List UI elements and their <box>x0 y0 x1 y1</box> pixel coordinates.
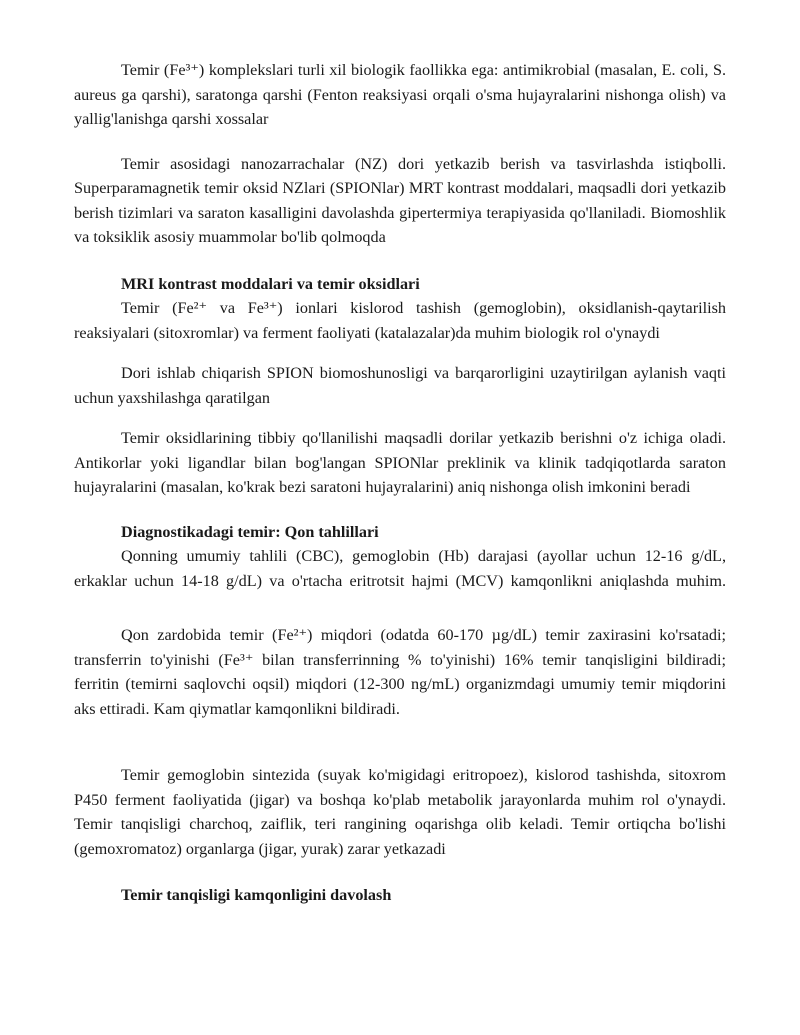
heading-anemia-treatment: Temir tanqisligi kamqonligini davolash <box>121 886 392 904</box>
paragraph-iron-ions: Temir (Fe²⁺ va Fe³⁺) ionlari kislorod tashish (gemoglobin), oksidlanish-qaytarilish reaksiyalari (sitoxromlar) va ferment faoliyati (katalazalar)da muhim biologik rol o'ynaydi <box>74 299 726 342</box>
paragraph-iron-role: Temir gemoglobin sintezida (suyak ko'migidagi eritropoez), kislorod tashishda, sitoxrom P450 ferment faoliyatida (jigar) va boshqa ko'plab metabolik jarayonlarda muhim rol o'ynaydi. Temir tanqisligi charchoq, zaiflik, teri rangining oqarishga olib keladi. Temir ortiqcha bo'lishi (gemoxromatoz) organlarga (jigar, yurak) zarar yetkazadi <box>74 766 726 858</box>
heading-mri-contrast: MRI kontrast moddalari va temir oksidlari <box>121 274 420 293</box>
paragraph-spion-production: Dori ishlab chiqarish SPION biomoshunosligi va barqarorligini uzaytirilgan aylanish vaqti uchun yaxshilashga qaratilgan <box>74 364 726 407</box>
paragraph-iron-nanoparticles: Temir asosidagi nanozarrachalar (NZ) dori yetkazib berish va tasvirlashda istiqbolli. Superparamagnetik temir oksid NZlari (SPIONlar) MRT kontrast moddalari, maqsadli dori yetkazib berish tizimlari va saraton kasalligini davolashda gipertermiya terapiyasida qo'llaniladi. Biomoshlik va toksiklik asosiy muammolar bo'lib qolmoqda <box>74 154 726 246</box>
paragraph-iron-oxides-medical: Temir oksidlarining tibbiy qo'llanilishi maqsadli dorilar yetkazib berishni o'z ichiga oladi. Antikorlar yoki ligandlar bilan bog'langan SPIONlar preklinik va klinik tadqiqotlarda saraton hujayralarini (masalan, ko'krak bezi saratoni hujayralarini) aniq nishonga olish imkonini beradi <box>74 429 726 496</box>
paragraph-serum-iron: Qon zardobida temir (Fe²⁺) miqdori (odatda 60-170 µg/dL) temir zaxirasini ko'rsatadi; transferrin to'yinishi (Fe³⁺ bilan transferrinning % to'yinishi) 16% temir tanqisligini bildiradi; ferritin (temirni saqlovchi oqsil) miqdori (12-300 ng/mL) organizmdagi umumiy temir miqdorini aks ettiradi. Kam qiymatlar kamqonlikni bildiradi. <box>74 626 726 718</box>
document-page <box>74 58 726 908</box>
paragraph-cbc: Qonning umumiy tahlili (CBC), gemoglobin (Hb) darajasi (ayollar uchun 12-16 g/dL, erkaklar uchun 14-18 g/dL) va o'rtacha eritrotsit hajmi (MCV) kamqonlikni aniqlashda muhim. <box>74 547 726 590</box>
paragraph-iron-complexes: Temir (Fe³⁺) komplekslari turli xil biologik faollikka ega: antimikrobial (masalan, E. coli, S. aureus ga qarshi), saratonga qarshi (Fenton reaksiyasi orqali o'sma hujayralarini nishonga olish) va yallig'lanishga qarshi xossalar <box>74 61 726 128</box>
heading-diagnostics-blood-tests: Diagnostikadagi temir: Qon tahlillari <box>121 522 379 541</box>
